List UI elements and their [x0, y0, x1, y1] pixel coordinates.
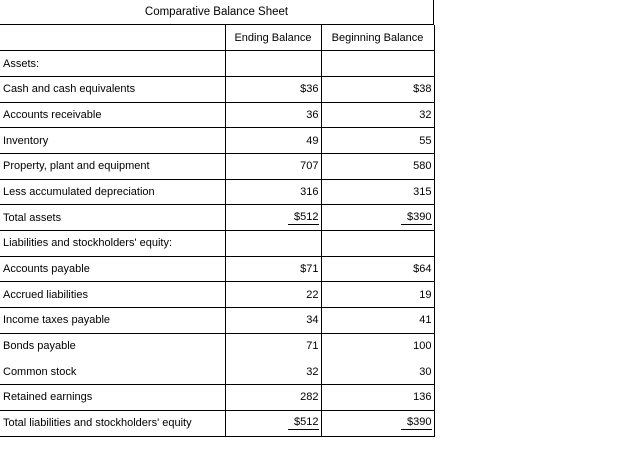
total-liabilities-equity-row	[0, 410, 434, 436]
beginning-balance-cell: 100	[321, 333, 434, 359]
ending-balance-cell: 316	[225, 179, 321, 205]
header-label	[0, 25, 225, 51]
sheet-title: Comparative Balance Sheet	[0, 0, 434, 25]
table-row	[0, 256, 434, 282]
beginning-balance-cell: 315	[321, 179, 434, 205]
row-label: Property, plant and equipment	[0, 153, 225, 179]
table-row	[0, 76, 434, 102]
table-row	[0, 102, 434, 128]
row-label: Total assets	[0, 205, 225, 231]
ending-balance-cell: 71	[225, 333, 321, 359]
header-beginning-balance: Beginning Balance	[321, 25, 434, 51]
total-assets-ending: $512	[288, 211, 318, 225]
beginning-balance-cell: $38	[321, 76, 434, 102]
total-assets-beginning: $390	[401, 211, 431, 225]
total-liabilities-beginning: $390	[401, 416, 431, 430]
row-label: Less accumulated depreciation	[0, 179, 225, 205]
beginning-balance-cell	[321, 231, 434, 257]
ending-balance-cell: $71	[225, 256, 321, 282]
row-label: Inventory	[0, 128, 225, 154]
table-row	[0, 153, 434, 179]
row-label: Income taxes payable	[0, 308, 225, 334]
row-label: Cash and cash equivalents	[0, 76, 225, 102]
row-label: Retained earnings	[0, 385, 225, 411]
ending-balance-cell	[225, 231, 321, 257]
beginning-balance-cell: 30	[321, 359, 434, 385]
ending-balance-cell: 707	[225, 153, 321, 179]
header-ending-balance: Ending Balance	[225, 25, 321, 51]
beginning-balance-cell: 19	[321, 282, 434, 308]
row-label: Accounts receivable	[0, 102, 225, 128]
table-row	[0, 333, 434, 359]
ending-balance-cell: 49	[225, 128, 321, 154]
ending-balance-cell: 32	[225, 359, 321, 385]
ending-balance-cell: $36	[225, 76, 321, 102]
table-row	[0, 51, 434, 77]
beginning-balance-cell	[321, 51, 434, 77]
ending-balance-cell: 282	[225, 385, 321, 411]
ending-balance-cell: 34	[225, 308, 321, 334]
beginning-balance-cell: 136	[321, 385, 434, 411]
total-assets-row	[0, 205, 434, 231]
header-row	[0, 25, 434, 51]
total-liabilities-ending: $512	[288, 416, 318, 430]
balance-sheet-table	[0, 25, 435, 437]
ending-balance-cell	[225, 410, 321, 436]
beginning-balance-cell: 580	[321, 153, 434, 179]
row-label: Bonds payable	[0, 333, 225, 359]
beginning-balance-cell: 32	[321, 102, 434, 128]
beginning-balance-cell: 55	[321, 128, 434, 154]
table-row	[0, 308, 434, 334]
table-row	[0, 231, 434, 257]
beginning-balance-cell	[321, 205, 434, 231]
beginning-balance-cell: 41	[321, 308, 434, 334]
ending-balance-cell: 22	[225, 282, 321, 308]
table-row	[0, 128, 434, 154]
ending-balance-cell: 36	[225, 102, 321, 128]
ending-balance-cell	[225, 205, 321, 231]
row-label: Accrued liabilities	[0, 282, 225, 308]
table-row	[0, 359, 434, 385]
beginning-balance-cell: $64	[321, 256, 434, 282]
table-row	[0, 385, 434, 411]
beginning-balance-cell	[321, 410, 434, 436]
table-row	[0, 179, 434, 205]
ending-balance-cell	[225, 51, 321, 77]
row-label: Total liabilities and stockholders' equity	[0, 410, 225, 436]
row-label: Accounts payable	[0, 256, 225, 282]
row-label: Common stock	[0, 359, 225, 385]
row-label: Assets:	[0, 51, 225, 77]
row-label: Liabilities and stockholders' equity:	[0, 231, 225, 257]
table-row	[0, 282, 434, 308]
